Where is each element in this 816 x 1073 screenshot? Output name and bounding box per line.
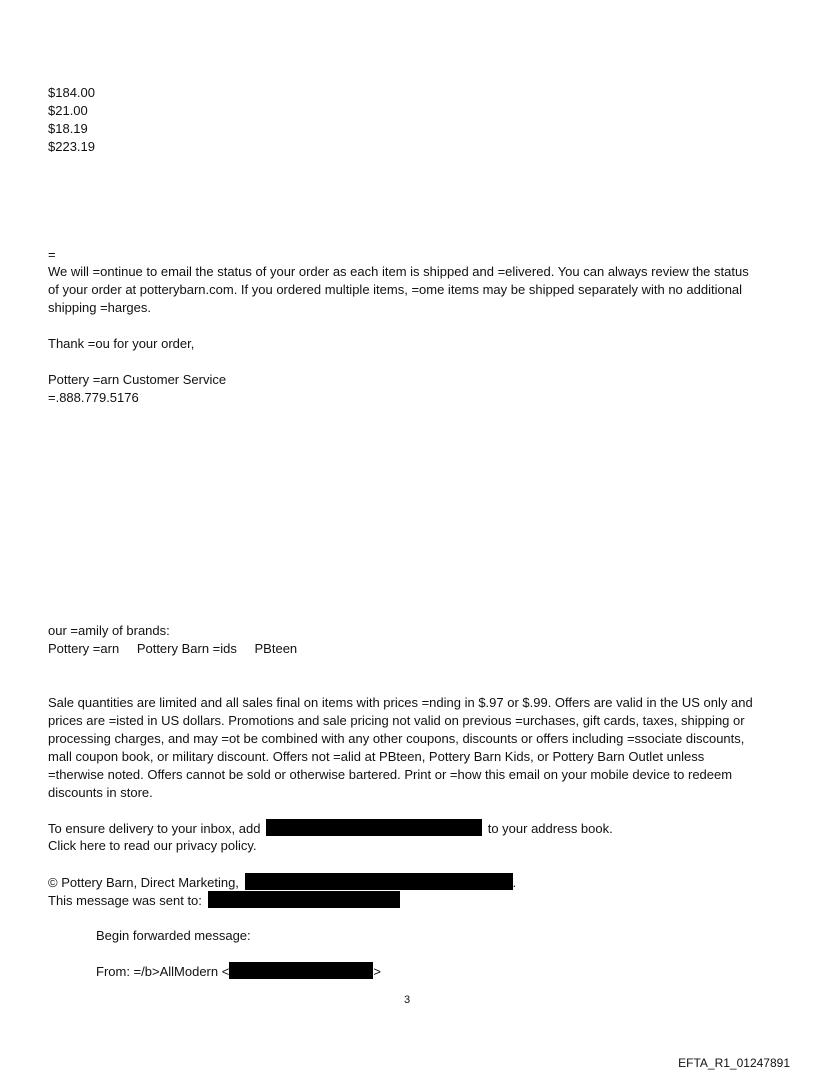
subtotal-amount: $184.00 (48, 85, 95, 100)
privacy-policy-link[interactable]: Click here to read our privacy policy. (48, 838, 257, 853)
total-amount: $223.19 (48, 139, 95, 154)
sent-to-line (48, 891, 400, 910)
signature-name: Pottery =arn Customer Service (48, 372, 227, 387)
redacted-email-block (266, 819, 482, 836)
sent-to-label: This message was sent to: (48, 893, 202, 908)
from-line (96, 962, 381, 981)
copyright-prefix: © Pottery Barn, Direct Marketing, (48, 875, 239, 890)
delivery-suffix: to your address book. (487, 821, 613, 836)
tax-amount: $18.19 (48, 121, 88, 136)
forwarded-header: Begin forwarded message: (96, 928, 251, 943)
from-suffix: > (373, 964, 381, 979)
document-id: EFTA_R1_01247891 (678, 1056, 790, 1070)
brand-link-pottery-barn-kids[interactable]: Pottery Barn =ids (136, 641, 237, 656)
delivery-line (48, 819, 613, 838)
thanks-line: Thank =ou for your order, (48, 336, 195, 351)
redacted-address-block (245, 873, 513, 890)
brands-list (48, 640, 311, 658)
redacted-recipient-block (208, 891, 400, 908)
brands-heading: our =amily of brands: (48, 623, 170, 638)
copyright-line (48, 873, 516, 892)
signature-phone: =.888.779.5176 (48, 390, 139, 405)
redacted-sender-block (229, 962, 373, 979)
brand-link-pottery-barn[interactable]: Pottery =arn (48, 641, 120, 656)
delivery-prefix: To ensure delivery to your inbox, add (48, 821, 261, 836)
legal-paragraph: Sale quantities are limited and all sales final on items with prices =nding in $.97 or $.99. Offers are valid in the US only and prices are =isted in US dollars. Promotions and sale pricing not valid on previous =urchases, gift cards, taxes, shipping or processing charges, and may =ot be combined with any other coupons, discounts or offers including =ssociate discounts, mall coupon book, or military discount. Offers not =alid at PBteen, Pottery Barn Kids, or Pottery Barn Outlet unless =therwise noted. Offers cannot be sold or otherwise bartered. Print or =how this email on your mobile device to redeem discounts in store. (48, 695, 753, 800)
page-number: 3 (404, 994, 411, 1006)
shipping-amount: $21.00 (48, 103, 88, 118)
from-prefix: From: =/b>AllModern < (96, 964, 230, 979)
copyright-suffix: . (512, 875, 517, 890)
status-paragraph: We will =ontinue to email the status of your order as each item is shipped and =elivered. You can always review the status of your order at potterybarn.com. If you ordered multiple items, =ome items may be shipped separately with no additional shipping =harges. (48, 264, 749, 315)
brand-link-pbteen[interactable]: PBteen (254, 641, 298, 656)
separator-mark: = (48, 247, 56, 262)
